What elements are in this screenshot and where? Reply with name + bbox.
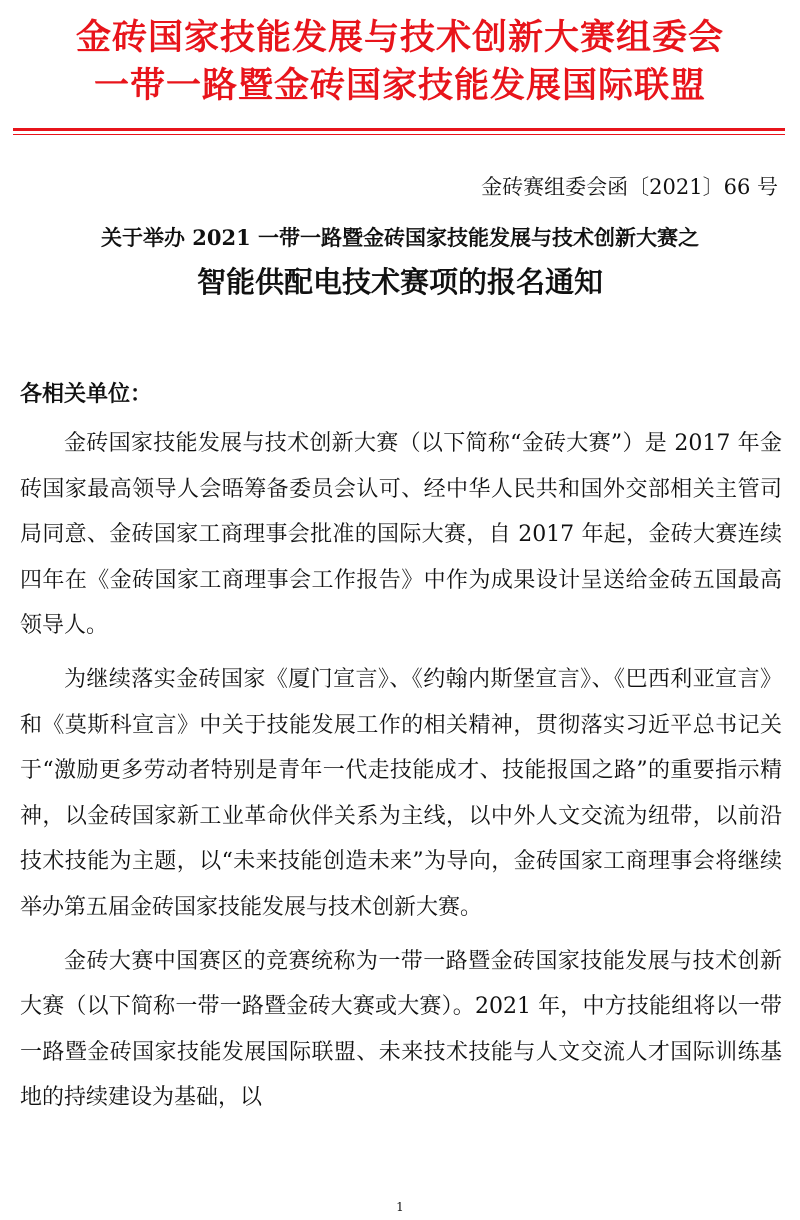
- letterhead: [0, 14, 800, 110]
- letterhead-line-1: 金砖国家技能发展与技术创新大赛组委会: [75, 18, 724, 58]
- paragraph-1: 金砖国家技能发展与技术创新大赛（以下简称“金砖大赛”）是 2017 年金砖国家最高领导人会晤筹备委员会认可、经中华人民共和国外交部相关主管司局同意、金砖国家工商理事会批准的国际大赛，自 2017 年起，金砖大赛连续四年在《金砖国家工商理事会工作报告》中作为成果设计呈送给金砖五国最高领导人。: [20, 431, 782, 639]
- paragraph-3: 金砖大赛中国赛区的竞赛统称为一带一路暨金砖国家技能发展与技术创新大赛（以下简称一带一路暨金砖大赛或大赛）。2021 年，中方技能组将以一带一路暨金砖国家技能发展国际联盟、未来技术技能与人文交流人才国际训练基地的持续建设为基础，以: [20, 948, 782, 1111]
- page-number: 1: [396, 1200, 404, 1214]
- body-text: [20, 421, 782, 1129]
- letterhead-rule-thin: [13, 134, 785, 135]
- title-line-2: 智能供配电技术赛项的报名通知: [196, 265, 603, 299]
- document-number: 金砖赛组委会函〔2021〕66 号: [481, 175, 778, 199]
- title-line-1: 关于举办 2021 一带一路暨金砖国家技能发展与技术创新大赛之: [100, 225, 700, 250]
- letterhead-rule-thick: [13, 128, 785, 131]
- paragraph-2: 为继续落实金砖国家《厦门宣言》、《约翰内斯堡宣言》、《巴西利亚宣言》和《莫斯科宣言》中关于技能发展工作的相关精神，贯彻落实习近平总书记关于“激励更多劳动者特别是青年一代走技能成才、技能报国之路”的重要指示精神，以金砖国家新工业革命伙伴关系为主线，以中外人文交流为纽带，以前沿技术技能为主题，以“未来技能创造未来”为导向，金砖国家工商理事会将继续举办第五届金砖国家技能发展与技术创新大赛。: [20, 666, 782, 920]
- letterhead-line-2: 一带一路暨金砖国家技能发展国际联盟: [93, 66, 706, 106]
- salutation: 各相关单位：: [20, 382, 153, 407]
